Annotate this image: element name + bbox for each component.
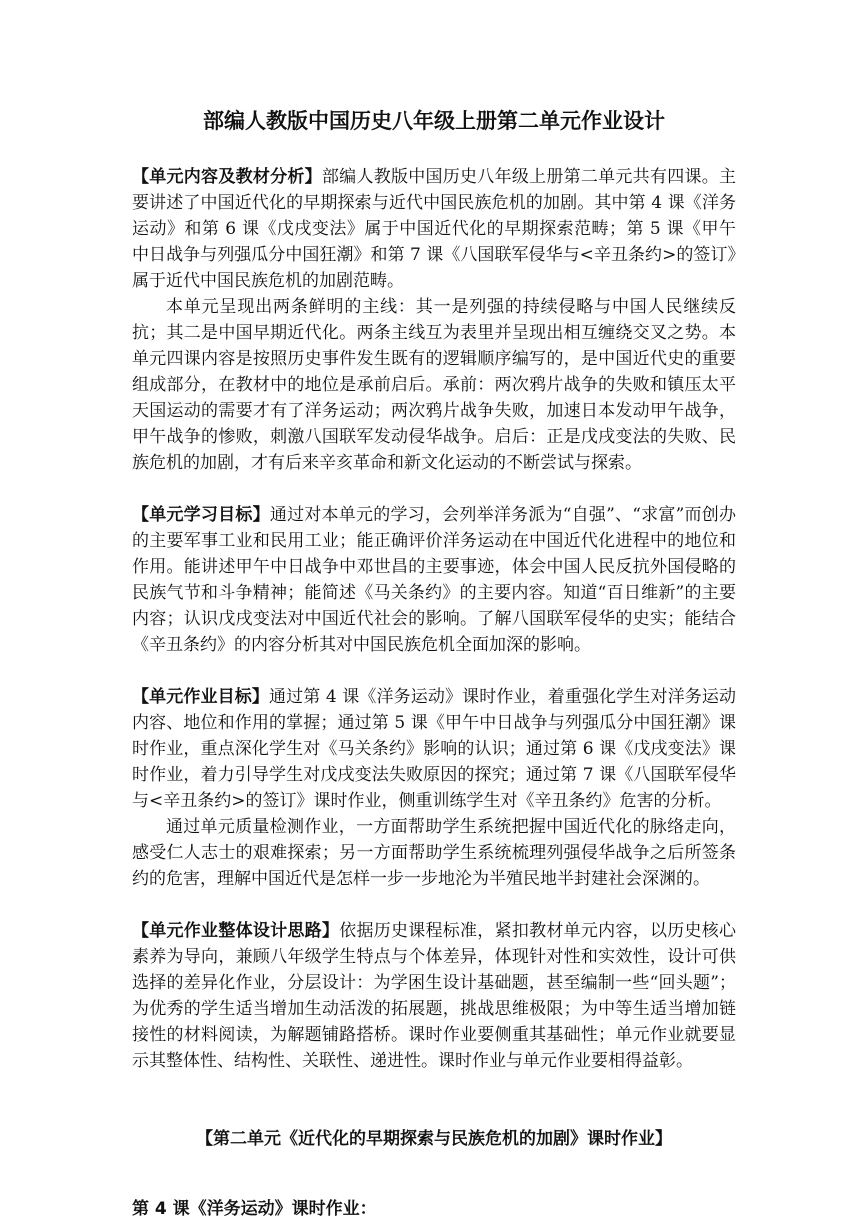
- section-paragraph: 通过单元质量检测作业，一方面帮助学生系统把握中国近代化的脉络走向，感受仁人志士的艰难探索；另一方面帮助学生系统梳理列强侵华战争之后所签条约的危害，理解中国近代是怎样一步一步地沦为半殖民地半封建社会深渊的。: [132, 817, 736, 889]
- section-text: 部编人教版中国历史八年级上册第二单元共有四课。主要讲述了中国近代化的早期探索与近代中国民族危机的加剧。其中第 4 课《洋务运动》和第 6 课《戊戌变法》属于中国近代化的早期探索范畴；第 5 课《甲午中日战争与列强瓜分中国狂潮》和第 7 课《八国联军侵华与<辛丑条约>的签订》属于近代中国民族危机的加剧范畴。: [132, 167, 737, 291]
- section-text: 通过第 4 课《洋务运动》课时作业，着重强化学生对洋务运动内容、地位和作用的掌握；通过第 5 课《甲午中日战争与列强瓜分中国狂潮》课时作业，重点深化学生对《马关条约》影响的认识；通过第 6 课《戊戌变法》课时作业，着力引导学生对戊戌变法失败原因的探究；通过第 7 课《八国联军侵华与<辛丑条约>的签订》课时作业，侧重训练学生对《辛丑条约》危害的分析。: [132, 687, 736, 811]
- lesson-heading: 第 4 课《洋务运动》课时作业：: [132, 1199, 377, 1219]
- section-content-analysis: [132, 164, 736, 294]
- spacer: [132, 658, 736, 684]
- spacer: [132, 892, 736, 918]
- section-text: 依据历史课程标准，紧扣教材单元内容，以历史核心素养为导向，兼顾八年级学生特点与个体差异，体现针对性和实效性，设计可供选择的差异化作业，分层设计：为学困生设计基础题，甚至编制一些“回头题”；为优秀的学生适当增加生动活泼的拓展题，挑战思维极限；为中等生适当增加链接性的材料阅读，为解题铺路搭桥。课时作业要侧重其基础性；单元作业就要显示其整体性、结构性、关联性、递进性。课时作业与单元作业要相得益彰。: [132, 921, 737, 1071]
- section-design-ideas: [132, 918, 736, 1074]
- section-heading: 【单元作业整体设计思路】: [132, 921, 340, 941]
- document-title: 部编人教版中国历史八年级上册第二单元作业设计: [203, 109, 665, 133]
- section-heading: 【单元内容及教材分析】: [132, 167, 322, 187]
- section-heading: 【单元作业目标】: [132, 687, 269, 707]
- spacer: [132, 476, 736, 502]
- section-text: 通过对本单元的学习，会列举洋务派为“自强”、“求富”而创办的主要军事工业和民用工业；能正确评价洋务运动在中国近代化进程中的地位和作用。能讲述甲午中日战争中邓世昌的主要事迹，体会中国人民反抗外国侵略的民族气节和斗争精神；能简述《马关条约》的主要内容。知道“百日维新”的主要内容；认识戊戌变法对中国近代社会的影响。了解八国联军侵华的史实；能结合《辛丑条约》的内容分析其对中国民族危机全面加深的影响。: [132, 505, 737, 655]
- section-heading: 【单元学习目标】: [132, 505, 270, 525]
- section-learning-goals: [132, 502, 736, 658]
- section-paragraph: 本单元呈现出两条鲜明的主线：其一是列强的持续侵略与中国人民继续反抗；其二是中国早期近代化。两条主线互为表里并呈现出相互缠绕交叉之势。本单元四课内容是按照历史事件发生既有的逻辑顺序编写的，是中国近代史的重要组成部分，在教材中的地位是承前启后。承前：两次鸦片战争的失败和镇压太平天国运动的需要才有了洋务运动；两次鸦片战争失败，加速日本发动甲午战争，甲午战争的惨败，刺激八国联军发动侵华战争。启后：正是戊戌变法的失败、民族危机的加剧，才有后来辛亥革命和新文化运动的不断尝试与探索。: [132, 297, 736, 473]
- unit-subtitle: 【第二单元《近代化的早期探索与民族危机的加剧》课时作业】: [196, 1129, 672, 1149]
- section-homework-goals: [132, 684, 736, 814]
